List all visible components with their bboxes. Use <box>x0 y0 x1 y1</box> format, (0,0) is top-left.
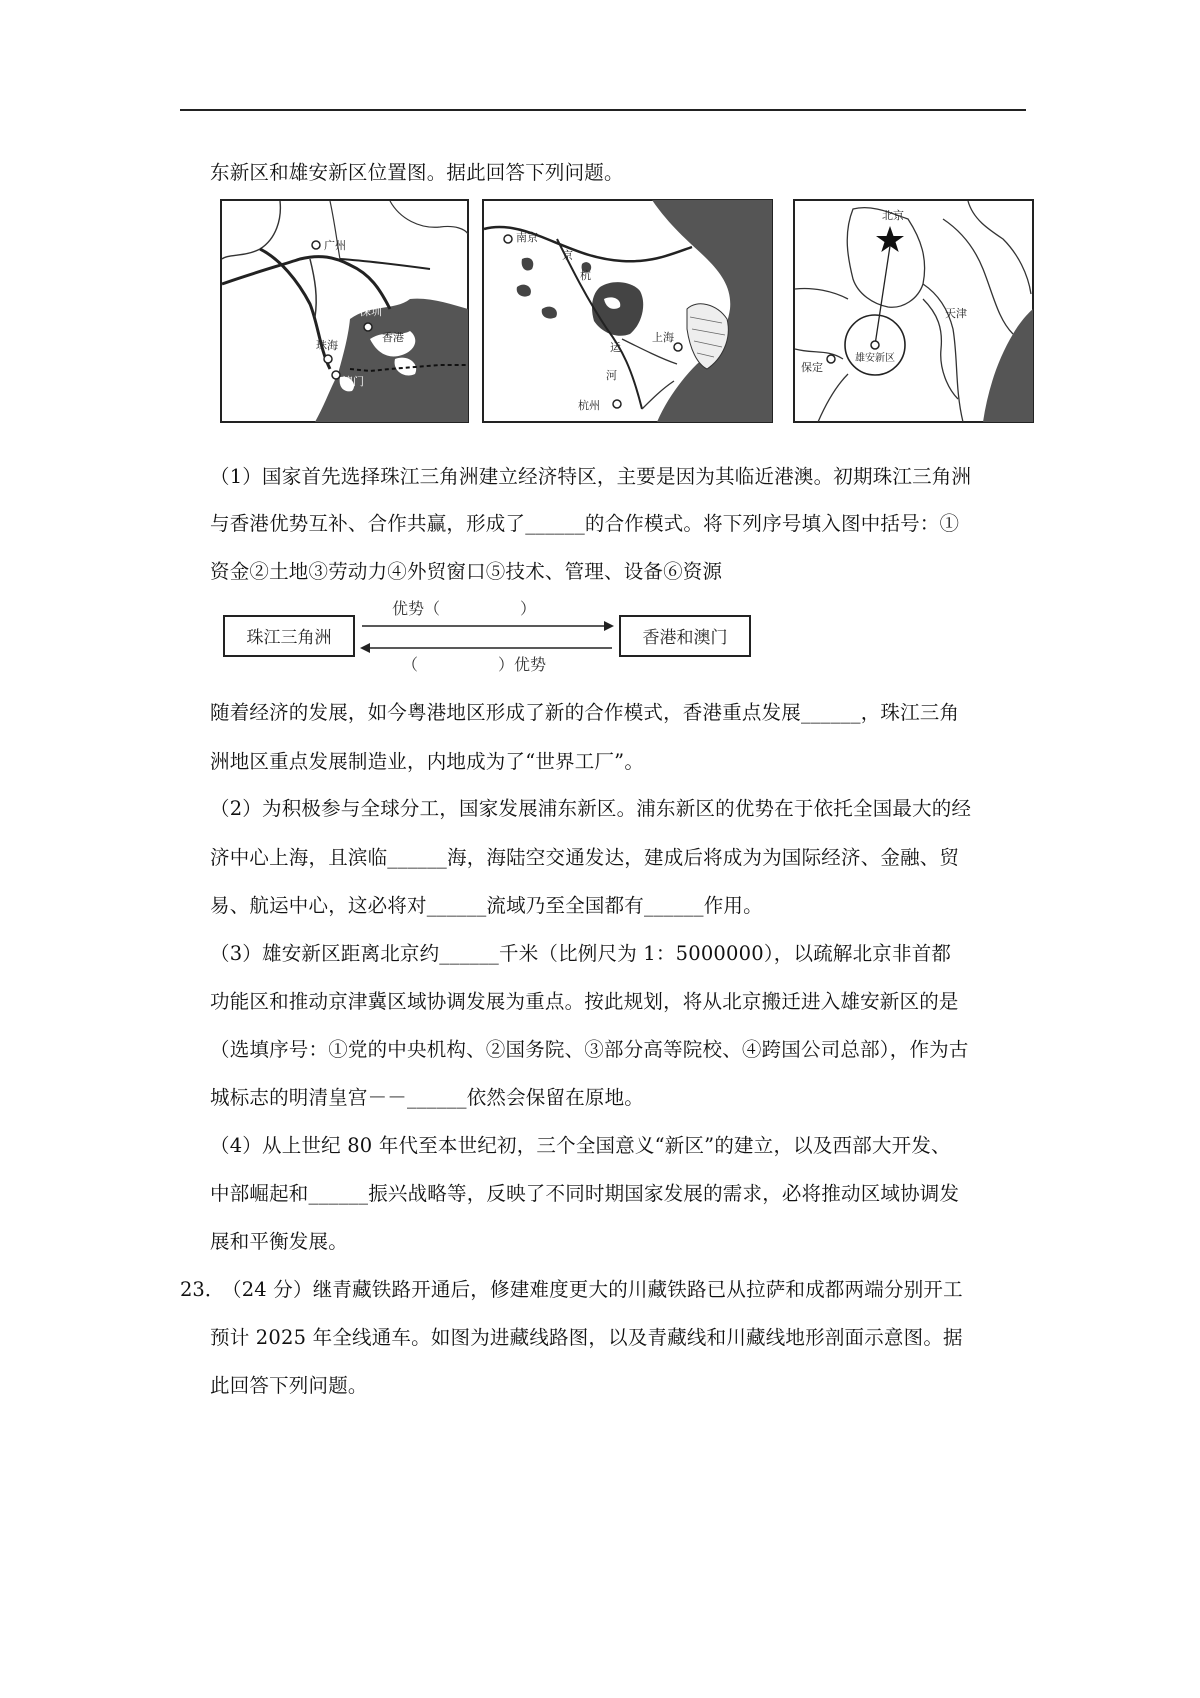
yangtze-river-delta-map <box>482 199 773 423</box>
q1-line-2: 与香港优势互补、合作共赢，形成了______的合作模式。将下列序号填入图中括号：① <box>210 512 960 535</box>
shenzhen-label: 深圳 <box>360 305 382 318</box>
q1-line-3: 资金②土地③劳动力④外贸窗口⑤技术、管理、设备⑥资源 <box>210 560 723 583</box>
aomen-label: 澳门 <box>342 375 364 388</box>
q4-line-1: （4）从上世纪 80 年代至本世纪初，三个全国意义“新区”的建立，以及西部大开发、 <box>210 1134 951 1157</box>
q3-line-2: 功能区和推动京津冀区域协调发展为重点。按此规划，将从北京搬迁进入雄安新区的是 <box>210 990 959 1013</box>
xiongan-label: 雄安新区 <box>855 353 895 364</box>
q4-line-3: 展和平衡发展。 <box>210 1230 348 1253</box>
q2-line-1: （2）为积极参与全球分工，国家发展浦东新区。浦东新区的优势在于依托全国最大的经 <box>210 797 972 820</box>
cooperation-diagram <box>222 596 752 674</box>
q23-line-3: 此回答下列问题。 <box>210 1374 368 1397</box>
q2-line-3: 易、航运中心，这必将对______流域乃至全国都有______作用。 <box>210 894 763 917</box>
q23-line-2: 预计 2025 年全线通车。如图为进藏线路图，以及青藏线和川藏线地形剖面示意图。据 <box>210 1326 963 1349</box>
q4-line-2: 中部崛起和______振兴战略等，反映了不同时期国家发展的需求，必将推动区域协调发 <box>210 1182 960 1205</box>
q3-line-3: （选填序号：①党的中央机构、②国务院、③部分高等院校、④跨国公司总部），作为古 <box>210 1038 969 1061</box>
canal-label-4: 河 <box>606 369 617 382</box>
diagram-top-label: 优势（ ） <box>392 599 537 618</box>
zhuhai-label: 珠海 <box>316 339 338 352</box>
pearl-river-delta-map <box>220 199 469 423</box>
diagram-left-label: 珠江三角洲 <box>246 628 332 648</box>
diagram-right-label: 香港和澳门 <box>642 628 728 648</box>
diagram-bottom-label: （ ）优势 <box>402 655 547 674</box>
location-maps <box>210 199 1040 431</box>
baoding-label: 保定 <box>801 361 823 374</box>
q23-number: 23． <box>180 1278 225 1301</box>
q23-line-1: （24 分）继青藏铁路开通后，修建难度更大的川藏铁路已从拉萨和成都两端分别开工 <box>222 1278 963 1301</box>
shanghai-label: 上海 <box>652 331 674 344</box>
canal-label-2: 杭 <box>580 269 591 282</box>
tianjin-label: 天津 <box>945 307 967 320</box>
q1-after-line-1: 随着经济的发展，如今粤港地区形成了新的合作模式，香港重点发展______，珠江三角 <box>210 701 960 724</box>
xianggang-label: 香港 <box>382 331 404 344</box>
q1-line-1: （1）国家首先选择珠江三角洲建立经济特区，主要是因为其临近港澳。初期珠江三角洲 <box>210 465 972 488</box>
intro-text: 东新区和雄安新区位置图。据此回答下列问题。 <box>210 161 624 184</box>
q3-line-1: （3）雄安新区距离北京约______千米（比例尺为 1：5000000），以疏解北京非首都 <box>210 942 952 965</box>
header-rule <box>180 109 1026 111</box>
canal-label-1: 京 <box>562 249 573 262</box>
q3-line-4: 城标志的明清皇宫－－______依然会保留在原地。 <box>210 1086 645 1109</box>
hangzhou-label: 杭州 <box>578 399 600 412</box>
nanjing-label: 南京 <box>516 231 538 244</box>
q2-line-2: 济中心上海，且滨临______海，海陆空交通发达，建成后将成为为国际经济、金融、贸 <box>210 846 960 869</box>
q1-after-line-2: 洲地区重点发展制造业，内地成为了“世界工厂”。 <box>210 750 645 773</box>
guangzhou-label: 广州 <box>324 239 346 252</box>
canal-label-3: 运 <box>610 341 621 354</box>
beijing-label: 北京 <box>882 209 904 222</box>
xiongan-map <box>793 199 1034 423</box>
